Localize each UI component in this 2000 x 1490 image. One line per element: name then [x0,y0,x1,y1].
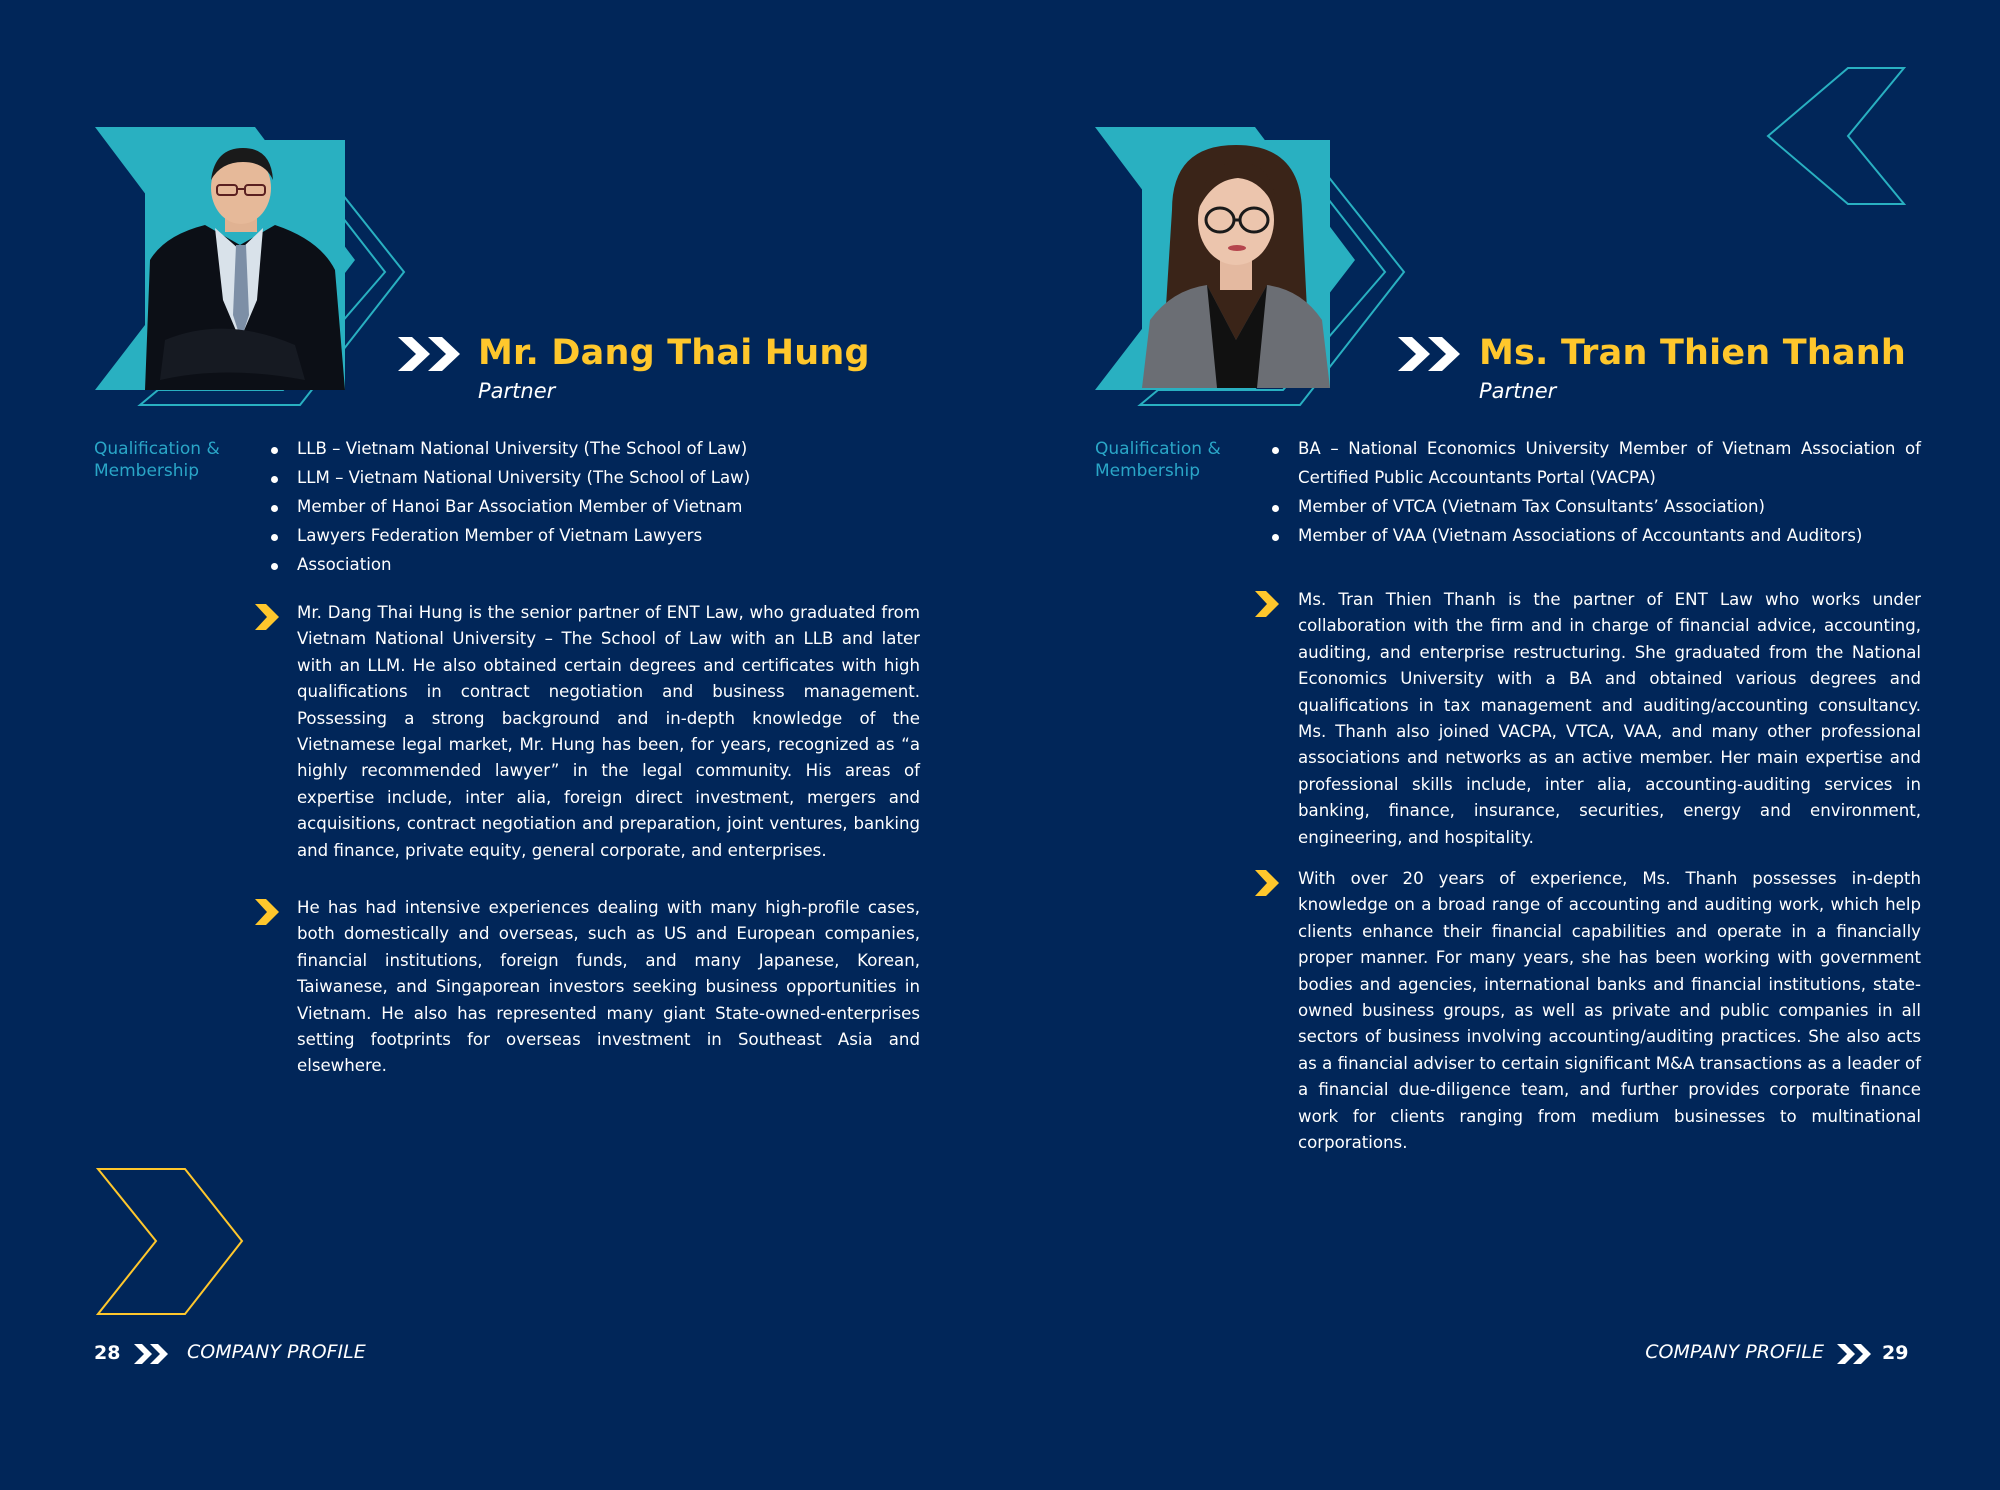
paragraph-chevron-icon [255,899,279,925]
bio-paragraph-1: Mr. Dang Thai Hung is the senior partner of ENT Law, who graduated from Vietnam National University – The School of Law with an LLB and later with an LLM. He also obtained certain degrees and certificates with high qualifications in contract negotiation and business management. Possessing a strong background and in-depth knowledge of the Vietnamese legal market, Mr. Hung has been, for years, recognized as “a highly recommended lawyer” in the legal community. His areas of expertise include, inter alia, foreign direct investment, mergers and acquisitions, contract negotiation and preparation, joint ventures, banking and finance, private equity, general corporate, and enterprises. [297,603,920,860]
footer-label: COMPANY PROFILE [187,1341,366,1363]
page-number: 28 [94,1342,121,1364]
list-item: Member of VAA (Vietnam Associations of Accountants and Auditors) [1270,521,1921,550]
person-heading [1479,333,1907,403]
name-double-chevron-icon [1398,337,1462,371]
name-double-chevron-icon [398,337,462,371]
list-item: LLB – Vietnam National University (The School of Law) [269,434,939,463]
person-role: Partner [1479,379,1557,403]
qualification-list [269,434,939,579]
teal-outline-chevron-decoration [1760,62,1940,222]
person-heading [478,333,870,403]
person-name: Mr. Dang Thai Hung [478,333,870,373]
footer-double-chevron-icon [1837,1344,1873,1364]
footer-label: COMPANY PROFILE [1645,1341,1824,1363]
paragraph-chevron-icon [255,604,279,630]
footer-double-chevron-icon [134,1344,170,1364]
list-item: Lawyers Federation Member of Vietnam Lawyers [269,521,939,550]
yellow-outline-chevron-decoration [90,1160,350,1490]
bio-paragraph-2: He has had intensive experiences dealing with many high-profile cases, both domestically and overseas, such as US and European companies, financial institutions, foreign funds, and many Japanese, Korean, Taiwanese, and Singaporean investors seeking business opportunities in Vietnam. He also has represented many giant State-owned-enterprises setting footprints for overseas investment in Southeast Asia and elsewhere. [297,898,920,1076]
list-item: Member of Hanoi Bar Association Member of Vietnam [269,492,939,521]
person-role: Partner [478,379,556,403]
list-item: Association [269,550,939,579]
person-name: Ms. Tran Thien Thanh [1479,333,1907,373]
bio-paragraph-1: Ms. Tran Thien Thanh is the partner of ENT Law who works under collaboration with the firm and in charge of financial advice, accounting, auditing, and enterprise restructuring. She graduated from the National Economics University with a BA and obtained various degrees and qualifications in tax management and auditing/accounting consultancy. Ms. Thanh also joined VACPA, VTCA, VAA, and many other professional associations and networks as an active member. Her main expertise and professional skills include, inter alia, accounting-auditing services in banking, finance, insurance, securities, energy and environment, engineering, and hospitality. [1298,590,1921,847]
list-item: LLM – Vietnam National University (The School of Law) [269,463,939,492]
qualification-label: Qualification & Membership [1095,439,1221,481]
portrait-photo-ms-tran-thien-thanh [1142,140,1330,388]
bio-paragraph-2: With over 20 years of experience, Ms. Thanh possesses in-depth knowledge on a broad range of accounting and auditing work, which help clients enhance their financial capabilities and operate in a financially proper manner. For many years, she has been working with government bodies and agencies, international banks and financial institutions, state-owned business groups, as well as private and public companies in all sectors of business involving accounting/auditing practices. She also acts as a financial adviser to certain significant M&A transactions as a leader of a financial due-diligence team, and further provides corporate finance work for clients ranging from medium businesses to multinational corporations. [1298,869,1921,1153]
qualification-list [1270,434,1921,550]
paragraph-chevron-icon [1255,870,1279,896]
page-number: 29 [1882,1342,1909,1364]
list-item: BA – National Economics University Member of Vietnam Association of Certified Public Accountants Portal (VACPA) [1270,434,1921,492]
qualification-label: Qualification & Membership [94,439,220,481]
list-item: Member of VTCA (Vietnam Tax Consultants’ Association) [1270,492,1921,521]
portrait-photo-mr-dang-thai-hung [145,140,345,390]
paragraph-chevron-icon [1255,591,1279,617]
